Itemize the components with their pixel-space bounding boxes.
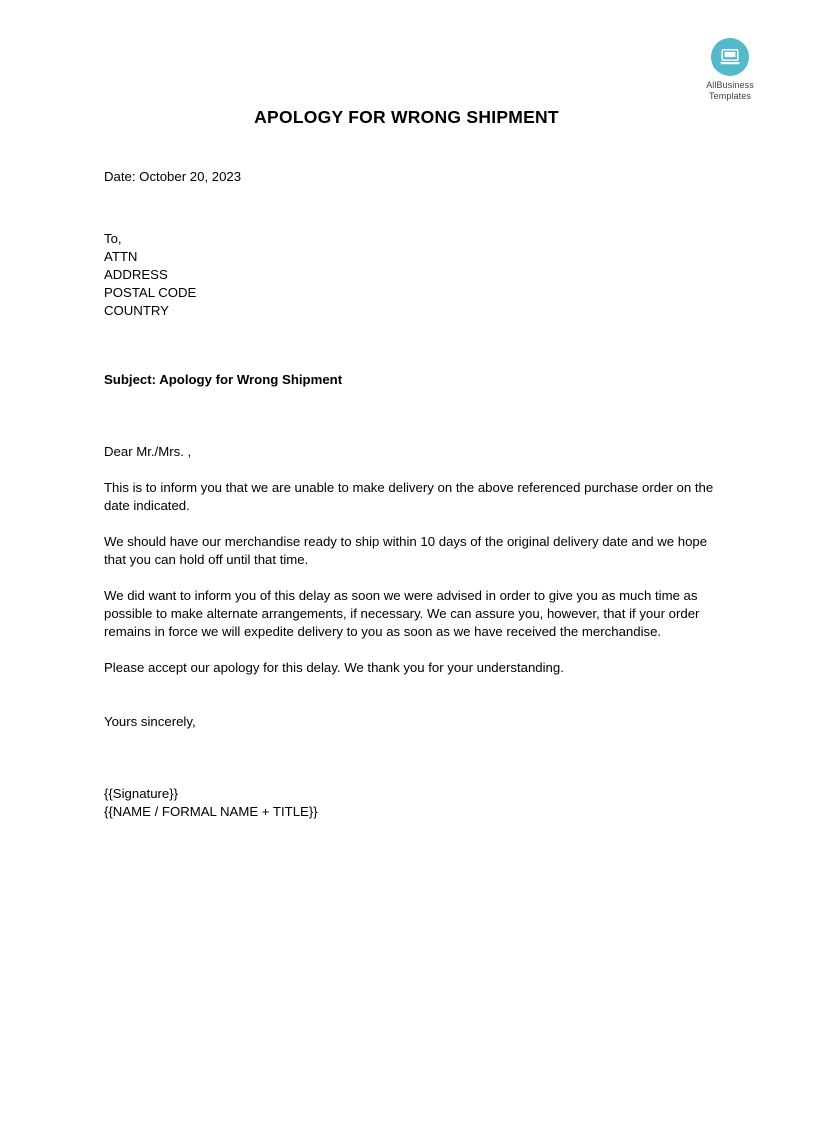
address-line: ADDRESS <box>104 267 168 282</box>
spacer <box>104 461 716 479</box>
spacer <box>104 186 716 230</box>
brand-name-line2: Templates <box>709 91 751 101</box>
subject-line: Subject: Apology for Wrong Shipment <box>104 372 343 387</box>
closing-line: Yours sincerely, <box>104 714 196 729</box>
date-line: Date: October 20, 2023 <box>104 169 242 184</box>
brand-logo <box>690 38 770 102</box>
address-line: COUNTRY <box>104 303 169 318</box>
laptop-icon <box>711 38 749 76</box>
body-paragraph: Please accept our apology for this delay. We thank you for your understanding. <box>104 660 564 675</box>
spacer <box>104 320 716 371</box>
address-line: POSTAL CODE <box>104 285 197 300</box>
name-placeholder: {{NAME / FORMAL NAME + TITLE}} <box>104 804 318 819</box>
body-paragraph: We did want to inform you of this delay as soon we were advised in order to give you as much time as possible to make alternate arrangements, if necessary. We can assure you, however, that if your order remains in force we will expedite delivery to you as soon as we have received the merchandise. <box>104 588 700 639</box>
signature-placeholder: {{Signature}} <box>104 786 179 801</box>
body-paragraph: This is to inform you that we are unable to make delivery on the above referenced purchase order on the date indicated. <box>104 480 714 513</box>
address-line: To, <box>104 231 122 246</box>
spacer <box>104 677 716 713</box>
page-title: APOLOGY FOR WRONG SHIPMENT <box>254 107 559 127</box>
spacer <box>104 515 716 533</box>
spacer <box>104 569 716 587</box>
signature-block <box>104 785 716 821</box>
spacer <box>104 731 716 785</box>
salutation: Dear Mr./Mrs. , <box>104 444 192 459</box>
spacer <box>104 641 716 659</box>
address-line: ATTN <box>104 249 138 264</box>
brand-name <box>690 80 770 102</box>
spacer <box>104 389 716 443</box>
letter-body <box>104 168 716 821</box>
recipient-address-block <box>104 230 716 320</box>
body-paragraph: We should have our merchandise ready to ship within 10 days of the original delivery date and we hope that you can hold off until that time. <box>104 534 708 567</box>
brand-name-line1: AllBusiness <box>706 80 754 90</box>
